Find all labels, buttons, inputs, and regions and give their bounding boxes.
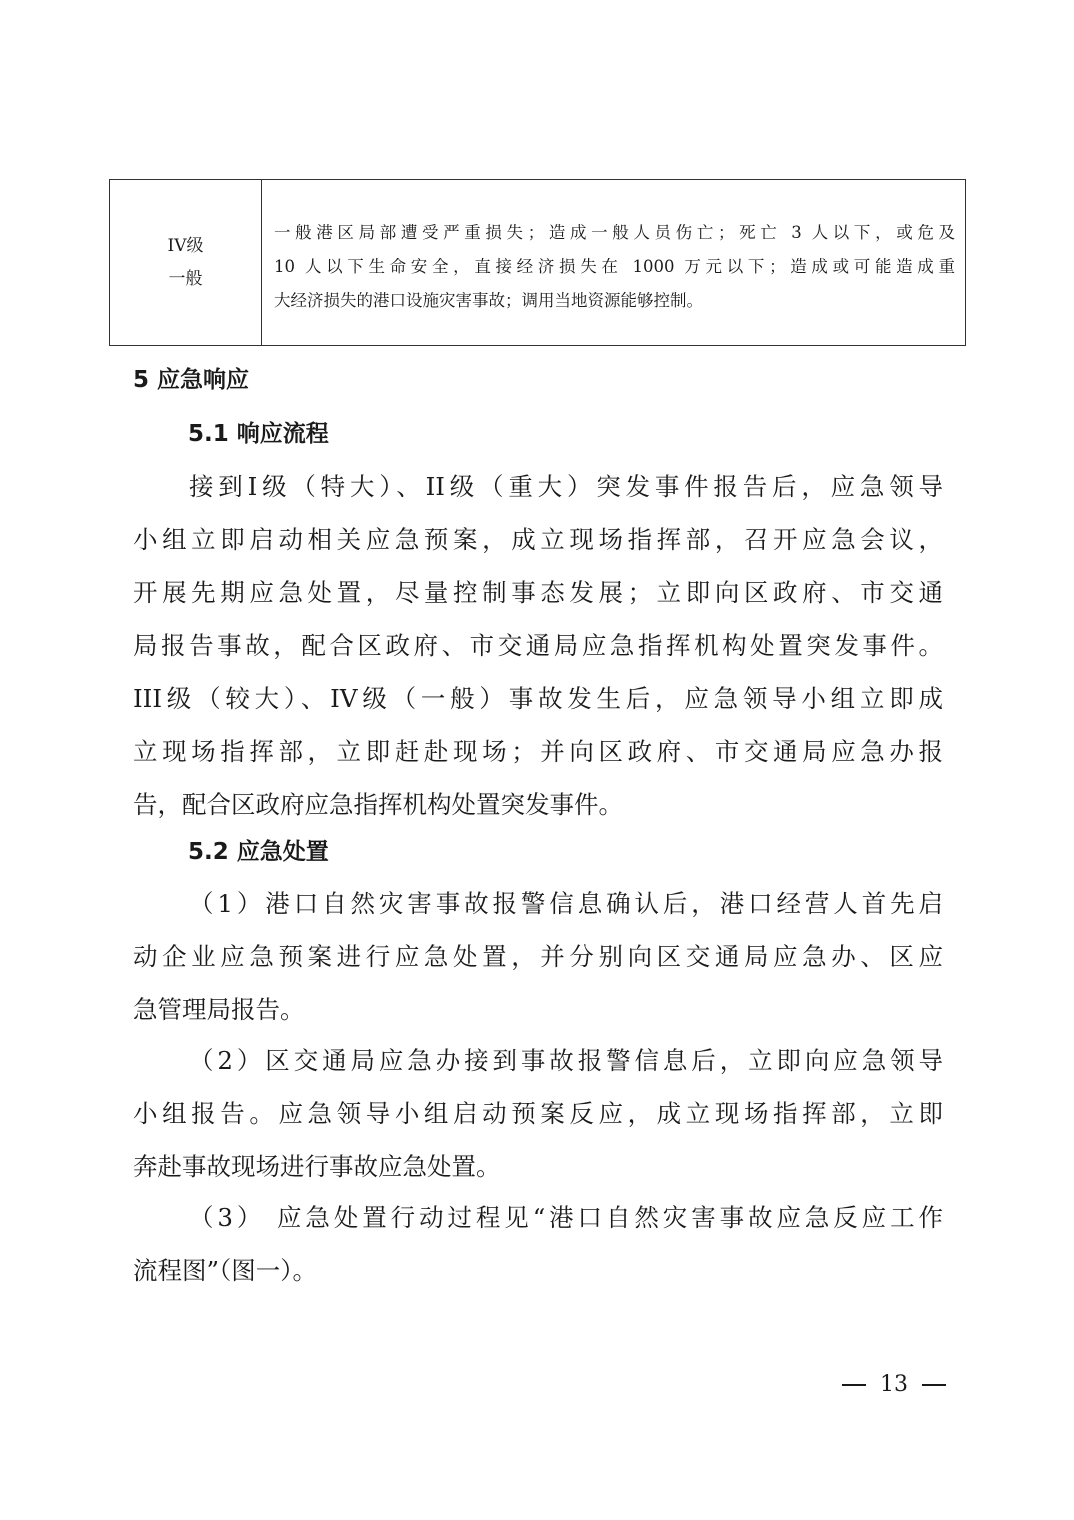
text-line: （3） 应急处置行动过程见“港口自然灾害事故应急反应工作: [189, 1203, 943, 1232]
text-line: （1）港口自然灾害事故报警信息确认后，港口经营人首先启: [189, 889, 943, 918]
paragraph-item-2: [133, 1034, 943, 1193]
level-cell: [110, 180, 262, 345]
dash-decoration: [922, 1384, 946, 1386]
text-line: III级（较大）、IV级（一般）事故发生后，应急领导小组立即成: [133, 684, 943, 713]
paragraph-response-process: [133, 460, 943, 831]
text-line: 流程图”（图一）。: [133, 1256, 318, 1285]
subsection-heading-5-1: 5.1 响应流程: [188, 421, 329, 447]
dash-decoration: [842, 1384, 866, 1386]
text-line: 立现场指挥部，立即赶赴现场；并向区政府、市交通局应急办报: [133, 737, 943, 766]
level-table: [109, 179, 966, 346]
description-line: 10 人以下生命安全，直接经济损失在 1000 万元以下；造成或可能造成重: [274, 257, 955, 276]
section-heading: 5 应急响应: [133, 367, 250, 393]
page-number-value: 13: [880, 1372, 908, 1397]
level-code: IV级: [167, 235, 204, 256]
text-line: 局报告事故，配合区政府、市交通局应急指挥机构处置突发事件。: [133, 631, 943, 660]
text-line: 小组立即启动相关应急预案，成立现场指挥部，召开应急会议，: [133, 525, 943, 554]
subsection-heading-5-2: 5.2 应急处置: [188, 839, 329, 865]
text-line: 奔赴事故现场进行事故应急处置。: [133, 1152, 501, 1181]
description-line: 大经济损失的港口设施灾害事故；调用当地资源能够控制。: [274, 291, 703, 310]
text-line: 告，配合区政府应急指挥机构处置突发事件。: [133, 790, 623, 819]
text-line: 动企业应急预案进行应急处置，并分别向区交通局应急办、区应: [133, 942, 943, 971]
text-line: 小组报告。应急领导小组启动预案反应，成立现场指挥部，立即: [133, 1099, 943, 1128]
level-description: [262, 180, 965, 345]
text-line: 接到I级（特大）、II级（重大）突发事件报告后，应急领导: [189, 472, 943, 501]
level-name: 一般: [168, 268, 203, 289]
description-line: 一般港区局部遭受严重损失；造成一般人员伤亡；死亡 3 人以下，或危及: [274, 223, 955, 242]
paragraph-item-3: [133, 1191, 943, 1297]
page-number: [842, 1372, 946, 1397]
text-line: 急管理局报告。: [133, 995, 305, 1024]
text-line: （2）区交通局应急办接到事故报警信息后，立即向应急领导: [189, 1046, 943, 1075]
paragraph-item-1: [133, 877, 943, 1036]
text-line: 开展先期应急处置，尽量控制事态发展；立即向区政府、市交通: [133, 578, 943, 607]
